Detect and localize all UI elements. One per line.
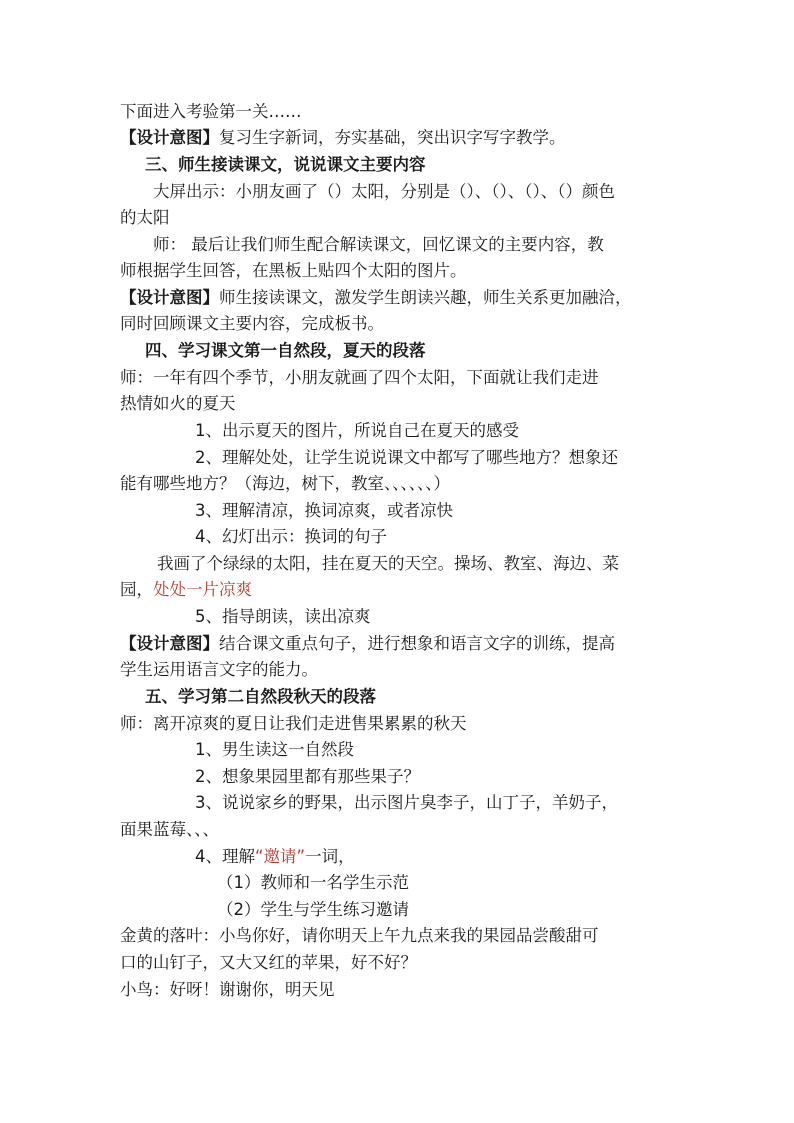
- text-line: 师： 最后让我们师生配合解读课文，回忆课文的主要内容，教: [153, 235, 604, 254]
- design-intent-label: 【设计意图】: [120, 634, 219, 653]
- text-line: 师：一年有四个季节，小朋友就画了四个太阳，下面就让我们走进: [120, 368, 599, 387]
- design-intent-label: 【设计意图】: [120, 288, 219, 307]
- text-line: 热情如火的夏天: [120, 394, 236, 413]
- list-item: 2、想象果园里都有那些果子？: [195, 767, 420, 786]
- section-heading-3: 三、师生接读课文，说说课文主要内容: [145, 155, 426, 174]
- text-line: 师根据学生回答，在黑板上贴四个太阳的图片。: [120, 261, 467, 280]
- text-line: 我画了个绿绿的太阳，挂在夏天的天空。操场、教室、海边、菜: [157, 554, 619, 573]
- design-intent-line: 【设计意图】结合课文重点句子，进行想象和语言文字的训练，提高: [120, 634, 615, 653]
- list-item: 2、理解处处，让学生说说课文中都写了哪些地方？想象还: [195, 448, 618, 467]
- list-item: 1、出示夏天的图片，所说自己在夏天的感受: [195, 421, 519, 440]
- list-item: 3、理解清凉，换词凉爽，或者凉快: [195, 501, 453, 520]
- design-intent-label: 【设计意图】: [120, 128, 219, 147]
- list-item: 4、幻灯出示：换词的句子: [195, 527, 387, 546]
- text-line: 下面进入考验第一关……: [120, 102, 302, 121]
- text-line: 面果蓝莓、、、: [120, 820, 219, 839]
- text-line: 能有哪些地方？（海边，树下，教室、、、、、、）: [120, 474, 450, 493]
- text-line: 学生运用语言文字的能力。: [120, 660, 318, 679]
- text-line: 口的山钉子，又大又红的苹果，好不好？: [120, 953, 417, 972]
- section-heading-4: 四、学习课文第一自然段，夏天的段落: [145, 341, 426, 360]
- section-heading-5: 五、学习第二自然段秋天的段落: [145, 687, 376, 706]
- sub-list-item: （2）学生与学生练习邀请: [217, 900, 409, 919]
- text-line: 大屏出示：小朋友画了（）太阳，分别是（）、（）、（）、（）颜色: [153, 182, 615, 201]
- highlighted-phrase: 处处一片凉爽: [153, 580, 252, 599]
- text-line: 园，处处一片凉爽: [120, 580, 252, 599]
- list-item: 1、男生读这一自然段: [195, 740, 354, 759]
- design-intent-line: 【设计意图】复习生字新词，夯实基础，突出识字写字教学。: [120, 128, 566, 147]
- text-line: 小鸟：好呀！谢谢你，明天见: [120, 980, 335, 999]
- list-item: 4、理解“邀请”一词，: [195, 847, 355, 866]
- list-item: 5、指导朗读，读出凉爽: [195, 607, 371, 626]
- text-line: 同时回顾课文主要内容，完成板书。: [120, 314, 384, 333]
- text-line: 师：离开凉爽的夏日让我们走进售果累累的秋天: [120, 714, 467, 733]
- text-line: 金黄的落叶：小鸟你好，请你明天上午九点来我的果园品尝酸甜可: [120, 926, 599, 945]
- text-line: 的太阳: [120, 208, 170, 227]
- list-item: 3、说说家乡的野果，出示图片臭李子，山丁子，羊奶子，: [195, 793, 618, 812]
- design-intent-line: 【设计意图】师生接读课文，激发学生朗读兴趣，师生关系更加融洽，: [120, 288, 632, 307]
- sub-list-item: （1）教师和一名学生示范: [217, 873, 409, 892]
- highlighted-word: “邀请”: [255, 847, 306, 866]
